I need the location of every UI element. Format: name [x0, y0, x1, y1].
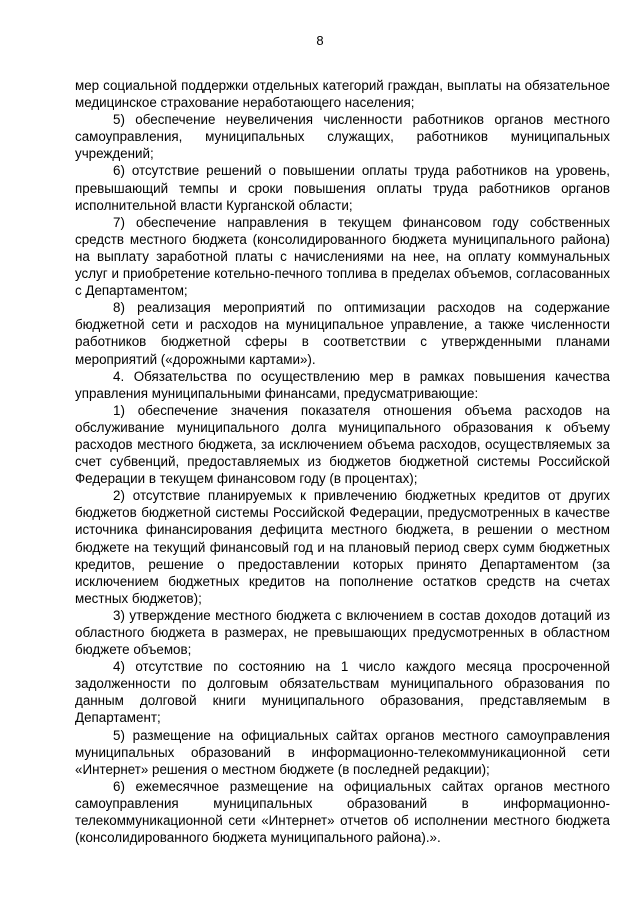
paragraph-item-7-funds: 7) обеспечение направления в текущем финансовом году собственных средств местного бюджета (консолидированного бюджета муниципального района) на выплату заработной платы с начислениями на нее, на оплату коммунальных услуг и приобретение котельно-печного топлива в пределах объемов, согласованных с Департаментом;	[75, 214, 610, 299]
document-body	[75, 77, 610, 846]
page-number: 8	[316, 33, 324, 48]
paragraph-item-3-budget: 3) утверждение местного бюджета с включением в состав доходов дотаций из областного бюджета в размерах, не превышающих предусмотренных в областном бюджете объемов;	[75, 607, 610, 658]
paragraph-item-6-salary: 6) отсутствие решений о повышении оплаты труда работников на уровень, превышающий темпы и сроки повышения оплаты труда работников органов исполнительной власти Курганской области;	[75, 163, 610, 213]
paragraph-item-1-debt-ratio: 1) обеспечение значения показателя отношения объема расходов на обслуживание муниципального долга муниципального образования к объему расходов местного бюджета, за исключением объема расходов, осуществляемых за счет субвенций, предоставляемых из бюджетов бюджетной системы Российской Федерации в текущем финансовом году (в процентах);	[75, 402, 610, 487]
paragraph-item-5-staff: 5) обеспечение неувеличения численности работников органов местного самоуправления, муниципальных служащих, работников муниципальных учреждений;	[75, 112, 610, 162]
paragraph-section-4-heading: 4. Обязательства по осуществлению мер в рамках повышения качества управления муниципальными финансами, предусматривающие:	[75, 368, 610, 401]
paragraph-item-6-monthly-reports: 6) ежемесячное размещение на официальных сайтах органов местного самоуправления муниципальных образований в информационно-телекоммуникационной сети «Интернет» отчетов об исполнении местного бюджета (консолидированного бюджета муниципального района).».	[75, 778, 610, 846]
paragraph-item-5-publication: 5) размещение на официальных сайтах органов местного самоуправления муниципальных образований в информационно-телекоммуникационной сети «Интернет» решения о местном бюджете (в последней редакции);	[75, 727, 610, 777]
paragraph-item-8-optimization: 8) реализация мероприятий по оптимизации расходов на содержание бюджетной сети и расходов на муниципальное управление, а также численности работников бюджетной сферы в соответствии с утвержденными планами мероприятий («дорожными картами»).	[75, 300, 610, 367]
paragraph-item-2-credits: 2) отсутствие планируемых к привлечению бюджетных кредитов от других бюджетов бюджетной системы Российской Федерации, предусмотренных в качестве источника финансирования дефицита местного бюджета, в решении о местном бюджете на текущий финансовый год и на плановый период сверх сумм бюджетных кредитов, решение о предоставлении которых принято Департаментом (за исключением бюджетных кредитов на пополнение остатков средств на счетах местных бюджетов);	[75, 488, 610, 606]
paragraph-continuation: мер социальной поддержки отдельных категорий граждан, выплаты на обязательное медицинское страхование неработающего населения;	[75, 78, 610, 111]
paragraph-item-4-overdue-debt: 4) отсутствие по состоянию на 1 число каждого месяца просроченной задолженности по долговым обязательствам муниципального образования по данным долговой книги муниципального образования, представляемым в Департамент;	[75, 659, 610, 726]
